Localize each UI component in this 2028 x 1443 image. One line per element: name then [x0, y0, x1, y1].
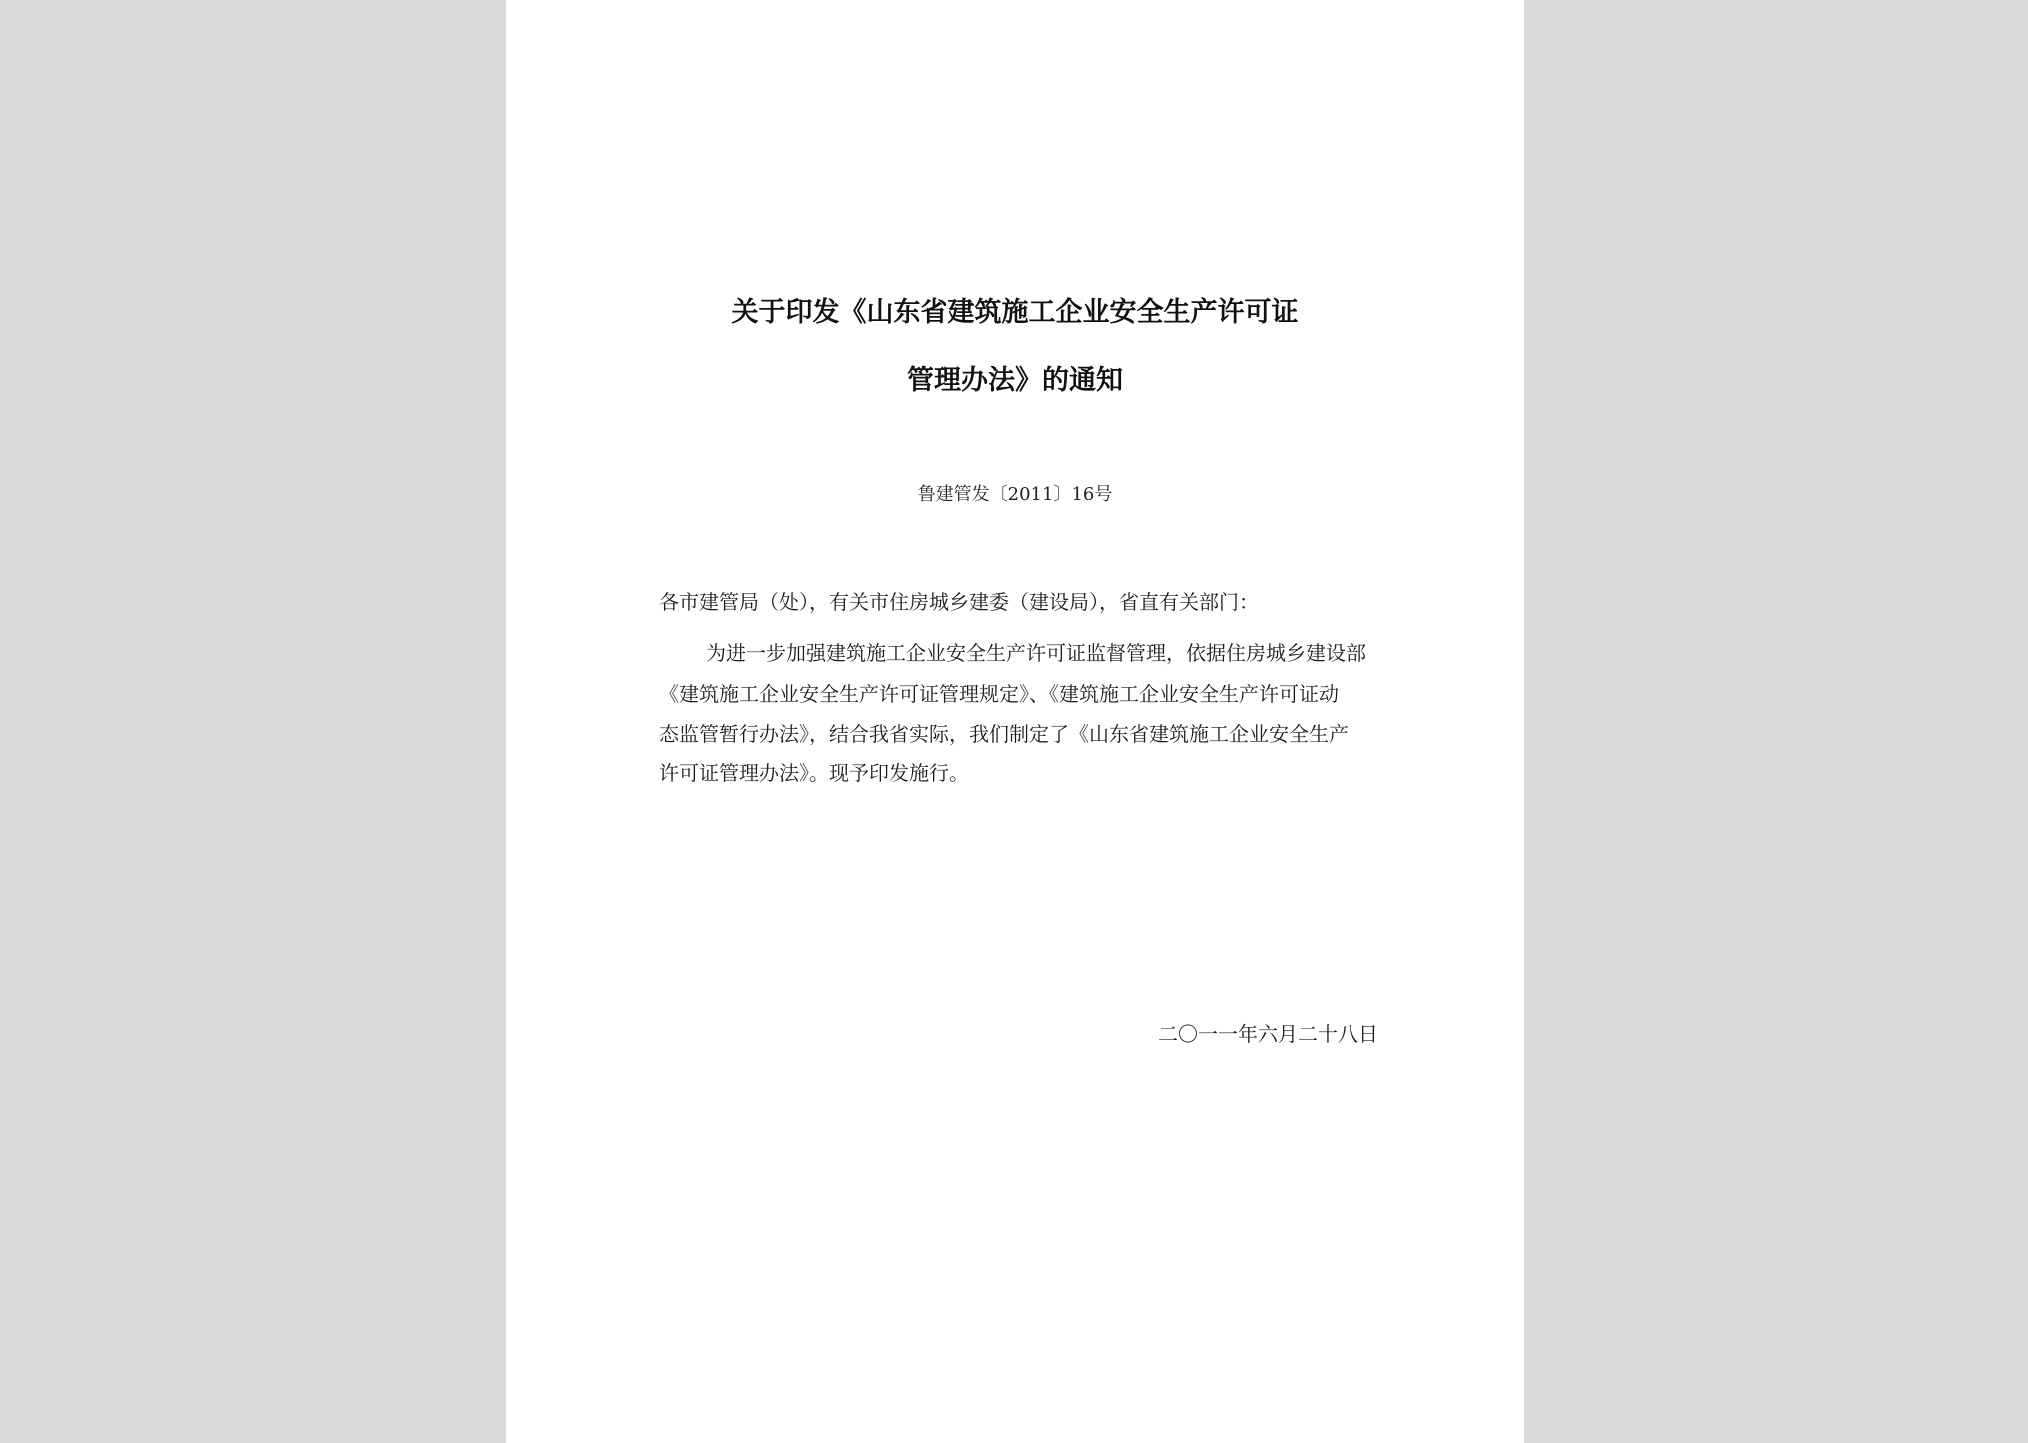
- body-line-2: 《建筑施工企业安全生产许可证管理规定》、《建筑施工企业安全生产许可证动: [659, 682, 1339, 706]
- document-title-line-2: 管理办法》的通知: [907, 365, 1123, 396]
- addressee-line: 各市建管局（处），有关市住房城乡建委（建设局），省直有关部门：: [659, 590, 1259, 614]
- document-number: 鲁建管发〔2011〕16号: [917, 484, 1113, 505]
- body-line-1: 为进一步加强建筑施工企业安全生产许可证监督管理，依据住房城乡建设部: [706, 641, 1366, 665]
- body-line-4: 许可证管理办法》。现予印发施行。: [659, 761, 969, 785]
- document-title-line-1: 关于印发《山东省建筑施工企业安全生产许可证: [731, 297, 1299, 328]
- document-date: 二〇一一年六月二十八日: [1158, 1022, 1378, 1046]
- document-page: [506, 0, 1524, 1443]
- body-line-3: 态监管暂行办法》，结合我省实际，我们制定了《山东省建筑施工企业安全生产: [659, 722, 1349, 746]
